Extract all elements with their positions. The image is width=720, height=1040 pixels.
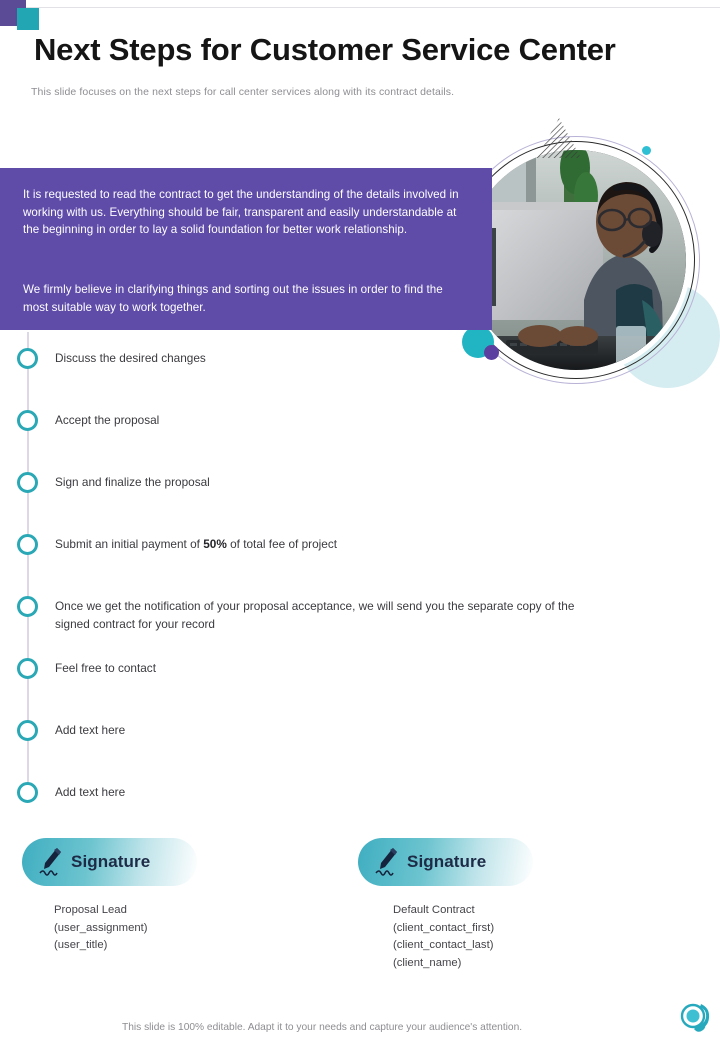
list-item-label: Add text here xyxy=(55,785,126,799)
step-bullet-icon xyxy=(17,658,38,679)
step-bullet-icon xyxy=(17,410,38,431)
signature-line: (user_title) xyxy=(54,939,108,951)
footer-note: This slide is 100% editable. Adapt it to your needs and capture your audience's attention. xyxy=(122,1022,523,1033)
list-item-label: Discuss the desired changes xyxy=(55,351,206,365)
list-item-label: Accept the proposal xyxy=(55,413,160,427)
step-bullet-icon xyxy=(17,782,38,803)
decorative-hatch-triangle xyxy=(537,118,581,158)
signature-detail-lines xyxy=(393,902,533,972)
signature-block-client xyxy=(358,838,533,972)
page-title: Next Steps for Customer Service Center xyxy=(34,32,616,67)
list-item-emphasis: 50% xyxy=(203,537,227,551)
list-item[interactable] xyxy=(0,518,660,580)
list-item-text-after: of total fee of project xyxy=(226,537,337,551)
list-item[interactable] xyxy=(0,332,660,394)
step-bullet-icon xyxy=(17,596,38,617)
statement-paragraph-1: It is requested to read the contract to get the understanding of the details involved in working with us. Everything should be fair, transparent and easily understandable at the beginning in order to lay a solid foundation for better work relationship. xyxy=(23,188,459,236)
pen-signature-icon xyxy=(38,846,64,878)
list-item[interactable] xyxy=(0,456,660,518)
step-bullet-icon xyxy=(17,720,38,741)
signature-detail-lines xyxy=(54,902,197,955)
list-item-text-before: Submit an initial payment of xyxy=(55,537,204,551)
decorative-dot-teal xyxy=(642,146,651,155)
statement-panel xyxy=(0,168,492,330)
list-item[interactable] xyxy=(0,394,660,456)
list-item-label: Sign and finalize the proposal xyxy=(55,475,210,489)
list-item-label: Once we get the notification of your proposal acceptance, we will send you the separate copy of the signed contract for your record xyxy=(55,599,575,631)
signature-line: Default Contract xyxy=(393,904,475,916)
pen-signature-icon xyxy=(374,846,400,878)
signature-badge-label: Signature xyxy=(407,852,487,871)
list-item[interactable] xyxy=(0,580,660,642)
corner-accent-teal xyxy=(17,8,39,30)
signature-line: (client_contact_first) xyxy=(393,921,495,934)
call-center-headset-logo-icon xyxy=(678,1000,712,1034)
signature-badge-label: Signature xyxy=(71,852,151,871)
header-divider xyxy=(26,7,720,8)
page-subtitle: This slide focuses on the next steps for call center services along with its contract details. xyxy=(31,86,455,98)
list-item-label: Add text here xyxy=(55,723,126,737)
next-steps-checklist xyxy=(0,332,660,828)
list-item-label xyxy=(55,535,595,553)
step-bullet-icon xyxy=(17,348,38,369)
step-bullet-icon xyxy=(17,472,38,493)
list-item[interactable] xyxy=(0,704,660,766)
step-bullet-icon xyxy=(17,534,38,555)
signature-badge[interactable] xyxy=(358,838,533,886)
list-item[interactable] xyxy=(0,642,660,704)
signature-line: (client_name) xyxy=(393,956,462,969)
list-item[interactable] xyxy=(0,766,660,828)
signature-line: (user_assignment) xyxy=(54,921,148,934)
list-item-label: Feel free to contact xyxy=(55,661,156,675)
statement-paragraph-2: We firmly believe in clarifying things and sorting out the issues in order to find the most suitable way to work together. xyxy=(23,283,443,314)
signature-line: Proposal Lead xyxy=(54,904,127,916)
signature-line: (client_contact_last) xyxy=(393,939,494,951)
signature-badge[interactable] xyxy=(22,838,197,886)
signature-block-proposal-lead xyxy=(22,838,197,955)
